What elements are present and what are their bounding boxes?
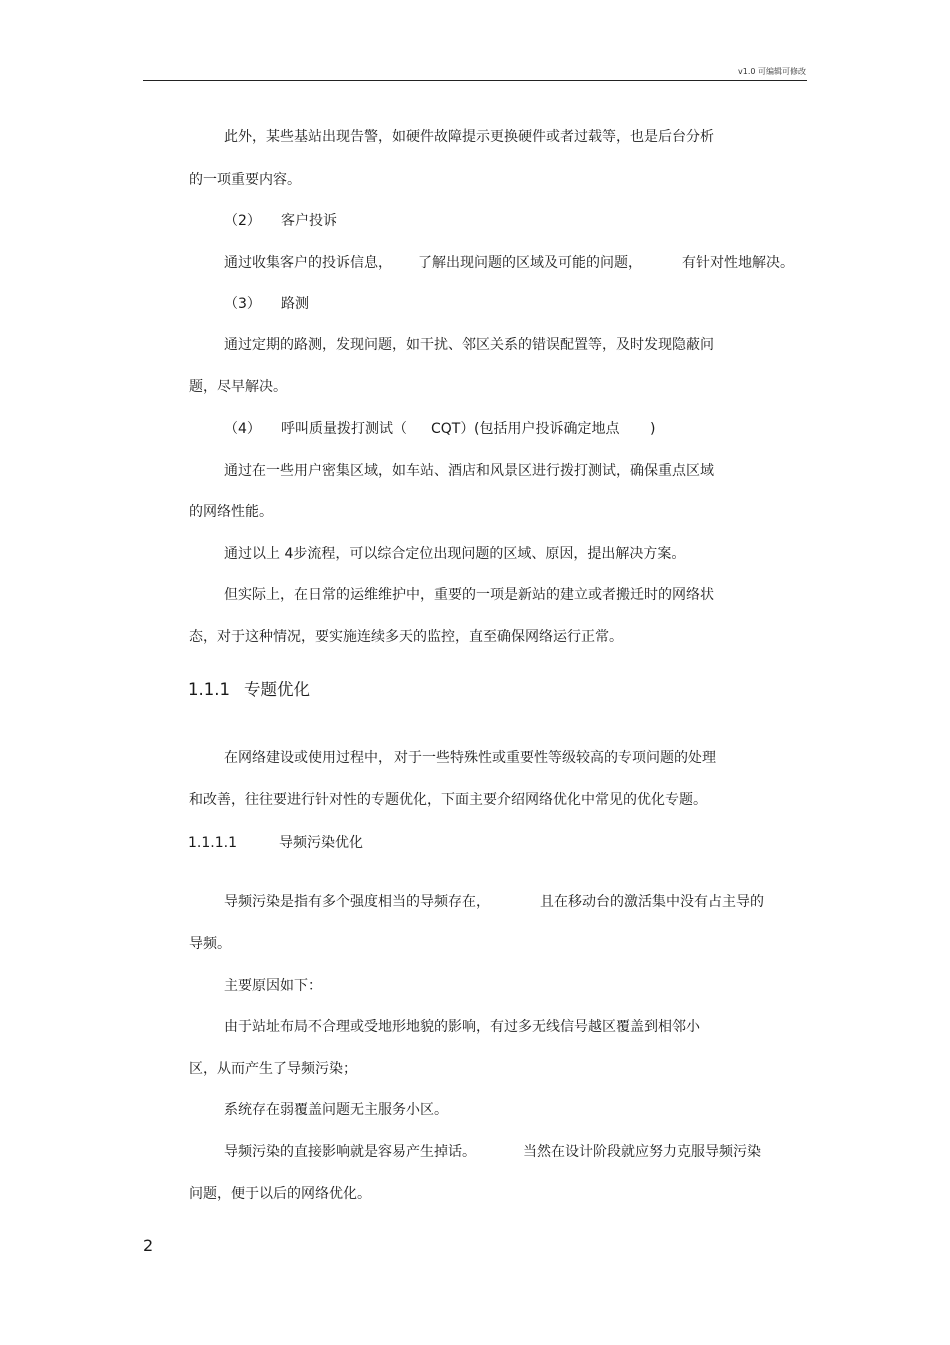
paragraph-line: 由于站址布局不合理或受地形地貌的影响，有过多无线信号越区覆盖到相邻小 bbox=[224, 1019, 700, 1035]
section-number: 1.1.1 bbox=[188, 680, 230, 699]
header-rule bbox=[143, 80, 807, 81]
list-item-title: 客户投诉 bbox=[281, 213, 337, 229]
paragraph-line: 的一项重要内容。 bbox=[189, 172, 301, 188]
paragraph-line: 问题，便于以后的网络优化。 bbox=[189, 1186, 371, 1202]
paragraph-line: 有针对性地解决。 bbox=[682, 255, 794, 271]
paragraph-line: 的网络性能。 bbox=[189, 504, 273, 520]
list-item-title: (包括用户投诉确定地点 bbox=[474, 421, 620, 437]
section-title: 专题优化 bbox=[244, 680, 310, 699]
paragraph-line: 题，尽早解决。 bbox=[189, 379, 287, 395]
list-item-number: （3） bbox=[224, 296, 261, 312]
list-item-title: CQT） bbox=[431, 421, 475, 437]
list-item-number: （2） bbox=[224, 213, 261, 229]
paragraph-line: 导频污染是指有多个强度相当的导频存在， bbox=[224, 894, 490, 910]
paragraph-line: 但实际上，在日常的运维维护中，重要的一项是新站的建立或者搬迁时的网络状 bbox=[224, 587, 714, 603]
paragraph-line: 通过在一些用户密集区域，如车站、酒店和风景区进行拨打测试，确保重点区域 bbox=[224, 463, 714, 479]
paragraph-line: 通过定期的路测，发现问题，如干扰、邻区关系的错误配置等，及时发现隐蔽问 bbox=[224, 337, 714, 353]
paragraph-line: 且在移动台的激活集中没有占主导的 bbox=[540, 894, 764, 910]
paragraph-line: 导频污染的直接影响就是容易产生掉话。 bbox=[224, 1144, 476, 1160]
list-item-title: ) bbox=[650, 421, 656, 437]
paragraph-line: 通过收集客户的投诉信息， bbox=[224, 255, 392, 271]
list-item-title: 呼叫质量拨打测试（ bbox=[281, 421, 407, 437]
paragraph-line: 此外，某些基站出现告警，如硬件故障提示更换硬件或者过载等，也是后台分析 bbox=[224, 129, 714, 145]
list-item-number: （4） bbox=[224, 421, 261, 437]
subsection-number: 1.1.1.1 bbox=[188, 835, 237, 851]
paragraph-line: 对于一些特殊性或重要性等级较高的专项问题的处理 bbox=[394, 750, 716, 766]
page-number: 2 bbox=[143, 1236, 154, 1255]
paragraph-line: 当然在设计阶段就应努力克服导频污染 bbox=[523, 1144, 761, 1160]
paragraph-line: 在网络建设或使用过程中， bbox=[224, 750, 392, 766]
paragraph-line: 了解出现问题的区域及可能的问题， bbox=[418, 255, 642, 271]
paragraph-line: 区，从而产生了导频污染； bbox=[189, 1061, 357, 1077]
paragraph-line: 态，对于这种情况，要实施连续多天的监控，直至确保网络运行正常。 bbox=[189, 629, 623, 645]
list-item-title: 路测 bbox=[281, 296, 309, 312]
paragraph-line: 和改善，往往要进行针对性的专题优化，下面主要介绍网络优化中常见的优化专题。 bbox=[189, 792, 707, 808]
header-version: v1.0 可编辑可修改 bbox=[738, 67, 806, 76]
paragraph-line: 主要原因如下： bbox=[224, 978, 322, 994]
subsection-title: 导频污染优化 bbox=[279, 835, 363, 851]
paragraph-line: 导频。 bbox=[189, 936, 231, 952]
paragraph-line: 通过以上 4步流程，可以综合定位出现问题的区域、原因，提出解决方案。 bbox=[224, 546, 686, 562]
paragraph-line: 系统存在弱覆盖问题无主服务小区。 bbox=[224, 1102, 448, 1118]
